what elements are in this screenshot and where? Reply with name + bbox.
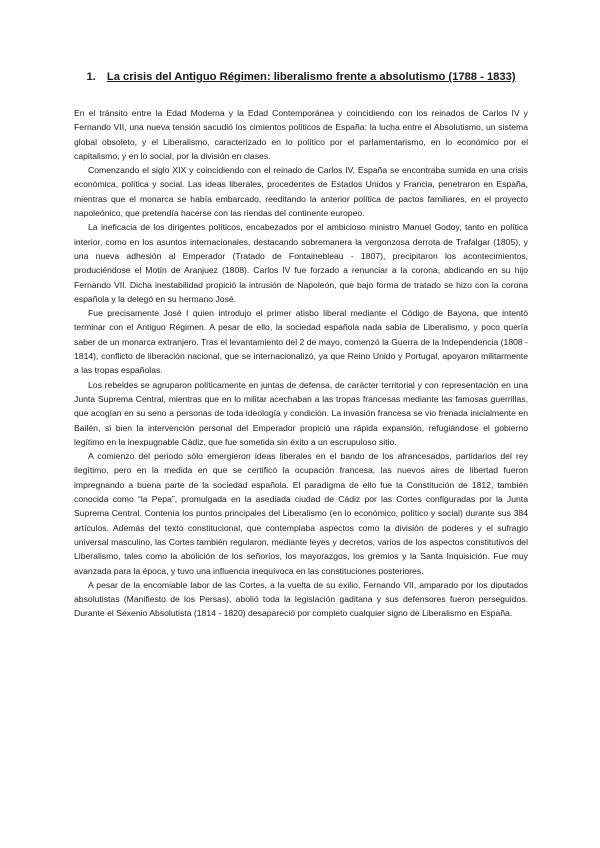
paragraph-intro: En el tránsito entre la Edad Moderna y la Edad Contemporánea y coincidiendo con los reinados de Carlos IV y Fernando VII, una nueva tensión sacudió los cimientos políticos de España: la lucha entre el Absolutismo, un sistema global obsoleto, y el Liberalismo, caracterizado en lo político por el parlamentarismo, en lo económico por el capitalismo, y en lo social, por la división en clases. xyxy=(74,108,528,161)
paragraph-jose-i: Fue precisamente José I quien introdujo el primer atisbo liberal mediante el Código de Bayona, que intentó terminar con el Antiguo Régimen. A pesar de ello, la sociedad española nada sabía de Liberalismo, y poco quería saber de un monarca extranjero. Tras el levantamiento del 2 de mayo, comenzó la Guerra de la Independencia (1808 - 1814), conflicto de liberación nacional, que se internacionalizó, ya que Reino Unido y Portugal, apoyaron militarmente a las tropas españolas. xyxy=(74,308,528,376)
paragraph-rebeldes: Los rebeldes se agruparon políticamente en juntas de defensa, de carácter territorial y con representación en una Junta Suprema Central, mientras que en lo militar acechaban a las tropas francesas mediante las famosas guerrillas, que acogían en su seno a personas de toda ideología y condición. La invasión francesa se vio frenada inicialmente en Bailén, si bien la intervención personal del Emperador propició una rápida expansión, refugiándose el gobierno legítimo en la inexpugnable Cádiz, que fue sometida sin éxito a un escrupuloso sitio. xyxy=(74,379,528,447)
paragraph-carlos-iv: Comenzando el siglo XIX y coincidiendo con el reinado de Carlos IV, España se encontraba sumida en una crisis económica, política y social. Las ideas liberales, procedentes de Estados Unidos y Francia, penetraron en España, mientras que el monarca se había embarcado, reeditando la anterior política de pactos familiares, en el proyecto napoleónico, que pretendía hacerse con las riendas del continente europeo. xyxy=(74,165,528,219)
paragraph-godoy: La ineficacia de los dirigentes políticos, encabezados por el ambicioso ministro Manuel Godoy, tanto en política interior, como en los asuntos internacionales, destacando sobremanera la vergonzosa derrota de Trafalgar (1805), y una nueva adhesión al Emperador (Tratado de Fontainebleau - 1807), precipitaron los acontecimientos, produciéndose el Motín de Aranjuez (1808). Carlos IV fue forzado a renunciar a la corona, abdicando en su hijo Fernando VII. Dicha inestabilidad propició la intrusión de Napoleón, que bajo forma de tratado se hizo con la corona española y la delegó en su hermano José. xyxy=(74,222,528,304)
section-heading xyxy=(74,70,528,84)
paragraph-sexenio: A pesar de la encomiable labor de las Cortes, a la vuelta de su exilio, Fernando VII, amparado por los diputados absolutistas (Manifiesto de los Persas), abolió toda la legislación gaditana y sus defensores fueron perseguidos. Durante el Sexenio Absolutista (1814 - 1820) desapareció por completo cualquier signo de Liberalismo en España. xyxy=(74,579,528,619)
paragraph-constitucion: A comienzo del periodo sólo emergieron ideas liberales en el bando de los afrancesados, partidarios del rey ilegítimo, pero en la medida en que se certificó la ocupación francesa, las nuevos aires de libertad fueron impregnando a buena parte de la sociedad española. El paradigma de ello fue la Constitución de 1812, también conocida como “la Pepa”, promulgada en la asediada ciudad de Cádiz por las Cortes configuradas por la Junta Suprema Central. Contenía los puntos principales del Liberalismo (en lo económico, político y social) durante sus 384 artículos. Además del texto constitucional, que contemplaba aspectos como la división de poderes y el sufragio universal masculino, las Cortes también regularon, mediante leyes y decretos, varios de los aspectos constitutivos del Liberalismo, tales como la abolición de los señoríos, los mayorazgos, los gremios y la Santa Inquisición. Fue muy avanzada para la época, y tuvo una influencia inequívoca en las constituciones posteriores. xyxy=(74,451,528,576)
section-title: La crisis del Antiguo Régimen: liberalismo frente a absolutismo (1788 - 1833) xyxy=(106,71,516,83)
section-number: 1. xyxy=(86,71,96,83)
